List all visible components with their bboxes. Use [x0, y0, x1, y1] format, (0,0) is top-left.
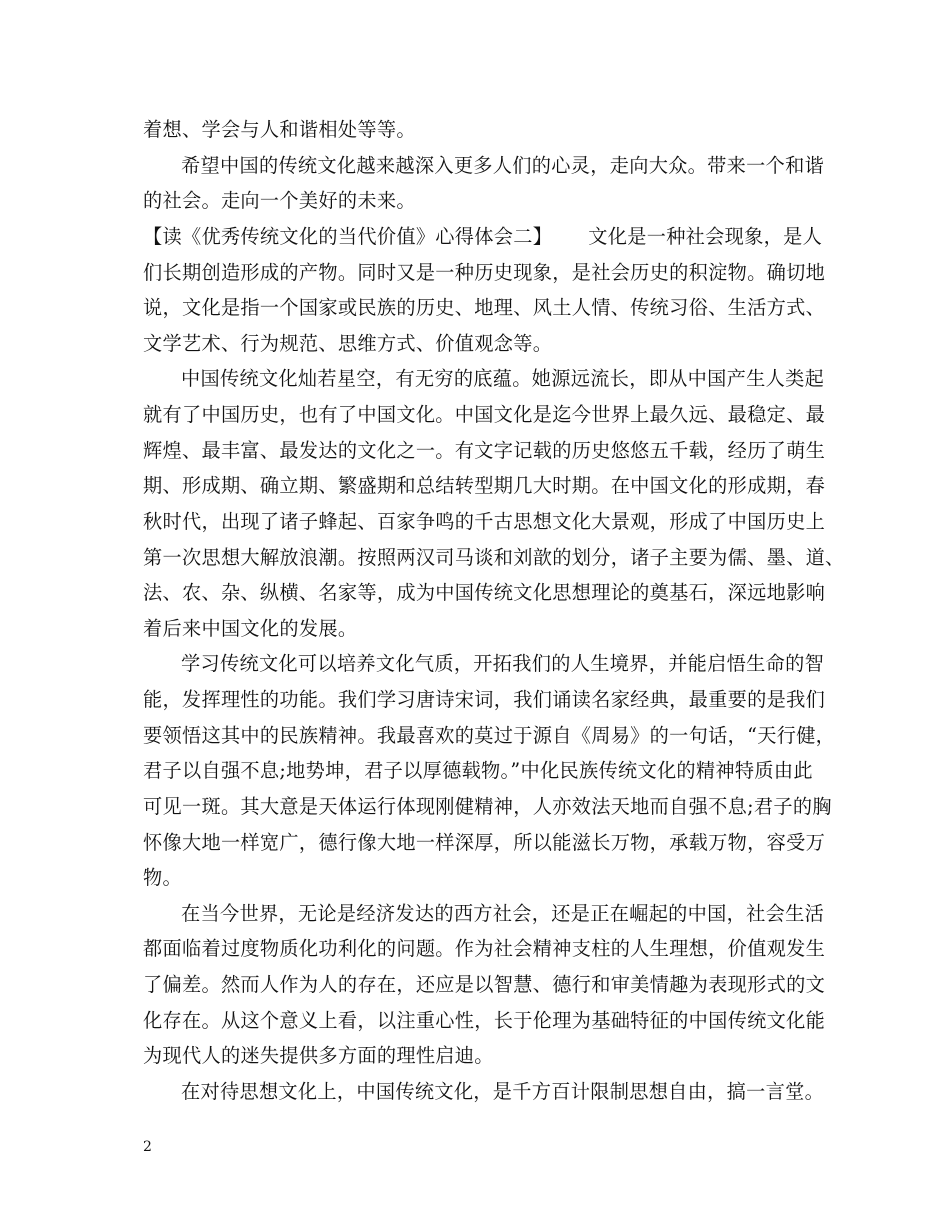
paragraph-line: 第一次思想大解放浪潮。按照两汉司马谈和刘歆的划分，诸子主要为儒、墨、道、: [143, 546, 845, 569]
paragraph-line: 就有了中国历史，也有了中国文化。中国文化是迄今世界上最久远、最稳定、最: [143, 403, 826, 426]
paragraph-line: 文学艺术、行为规范、思维方式、价值观念等。: [143, 332, 553, 355]
paragraph-line: 可见一斑。其大意是天体运行体现刚健精神，人亦效法天地而自强不息;君子的胸: [143, 795, 832, 818]
section-heading-line: [143, 225, 822, 249]
paragraph-line: 了偏差。然而人作为人的存在，还应是以智慧、德行和审美情趣为表现形式的文: [143, 973, 826, 996]
paragraph-line: 说，文化是指一个国家或民族的历史、地理、风土人情、传统习俗、生活方式、: [143, 296, 826, 319]
paragraph-line: 学习传统文化可以培养文化气质，开拓我们的人生境界，并能启悟生命的智: [181, 652, 825, 675]
paragraph-line: 的社会。走向一个美好的未来。: [143, 189, 416, 212]
paragraph-line: 希望中国的传统文化越来越深入更多人们的心灵，走向大众。带来一个和谐: [181, 154, 825, 177]
paragraph-line: 着后来中国文化的发展。: [143, 617, 358, 640]
paragraph-line: 在当今世界，无论是经济发达的西方社会，还是正在崛起的中国，社会生活: [181, 902, 825, 925]
paragraph-line: 期、形成期、确立期、繁盛期和总结转型期几大时期。在中国文化的形成期，春: [143, 474, 826, 497]
paragraph-line: 为现代人的迷失提供多方面的理性启迪。: [143, 1044, 494, 1067]
paragraph-line: 中国传统文化灿若星空，有无穷的底蕴。她源远流长，即从中国产生人类起: [181, 367, 825, 390]
paragraph-line: 能，发挥理性的功能。我们学习唐诗宋词，我们诵读名家经典，最重要的是我们: [143, 688, 826, 711]
paragraph-line: 物。: [143, 866, 182, 889]
paragraph-line: 们长期创造形成的产物。同时又是一种历史现象，是社会历史的积淀物。确切地: [143, 261, 826, 284]
paragraph-line: 要领悟这其中的民族精神。我最喜欢的莫过于源自《周易》的一句话，“天行健，: [143, 724, 836, 747]
paragraph-line: 秋时代，出现了诸子蜂起、百家争鸣的千古思想文化大景观，形成了中国历史上: [143, 510, 826, 533]
paragraph-line: 辉煌、最丰富、最发达的文化之一。有文字记载的历史悠悠五千载，经历了萌生: [143, 439, 826, 462]
paragraph-line: 化存在。从这个意义上看，以注重心性，长于伦理为基础特征的中国传统文化能: [143, 1009, 826, 1032]
page-number: 2: [143, 1139, 152, 1155]
paragraph-line: 在对待思想文化上，中国传统文化，是千方百计限制思想自由，搞一言堂。: [181, 1080, 825, 1103]
paragraph-text: 文化是一种社会现象，是人: [588, 225, 823, 248]
paragraph-line: 着想、学会与人和谐相处等等。: [143, 118, 416, 141]
paragraph-line: 君子以自强不息;地势坤，君子以厚德载物。”中化民族传统文化的精神特质由此: [143, 759, 813, 782]
paragraph-line: 都面临着过度物质化功利化的问题。作为社会精神支柱的人生理想，价值观发生: [143, 937, 826, 960]
paragraph-line: 法、农、杂、纵横、名家等，成为中国传统文化思想理论的奠基石，深远地影响: [143, 581, 826, 604]
section-heading: 【读《优秀传统文化的当代价值》心得体会二】: [143, 225, 553, 248]
paragraph-line: 怀像大地一样宽广，德行像大地一样深厚，所以能滋长万物，承载万物，容受万: [143, 831, 826, 854]
